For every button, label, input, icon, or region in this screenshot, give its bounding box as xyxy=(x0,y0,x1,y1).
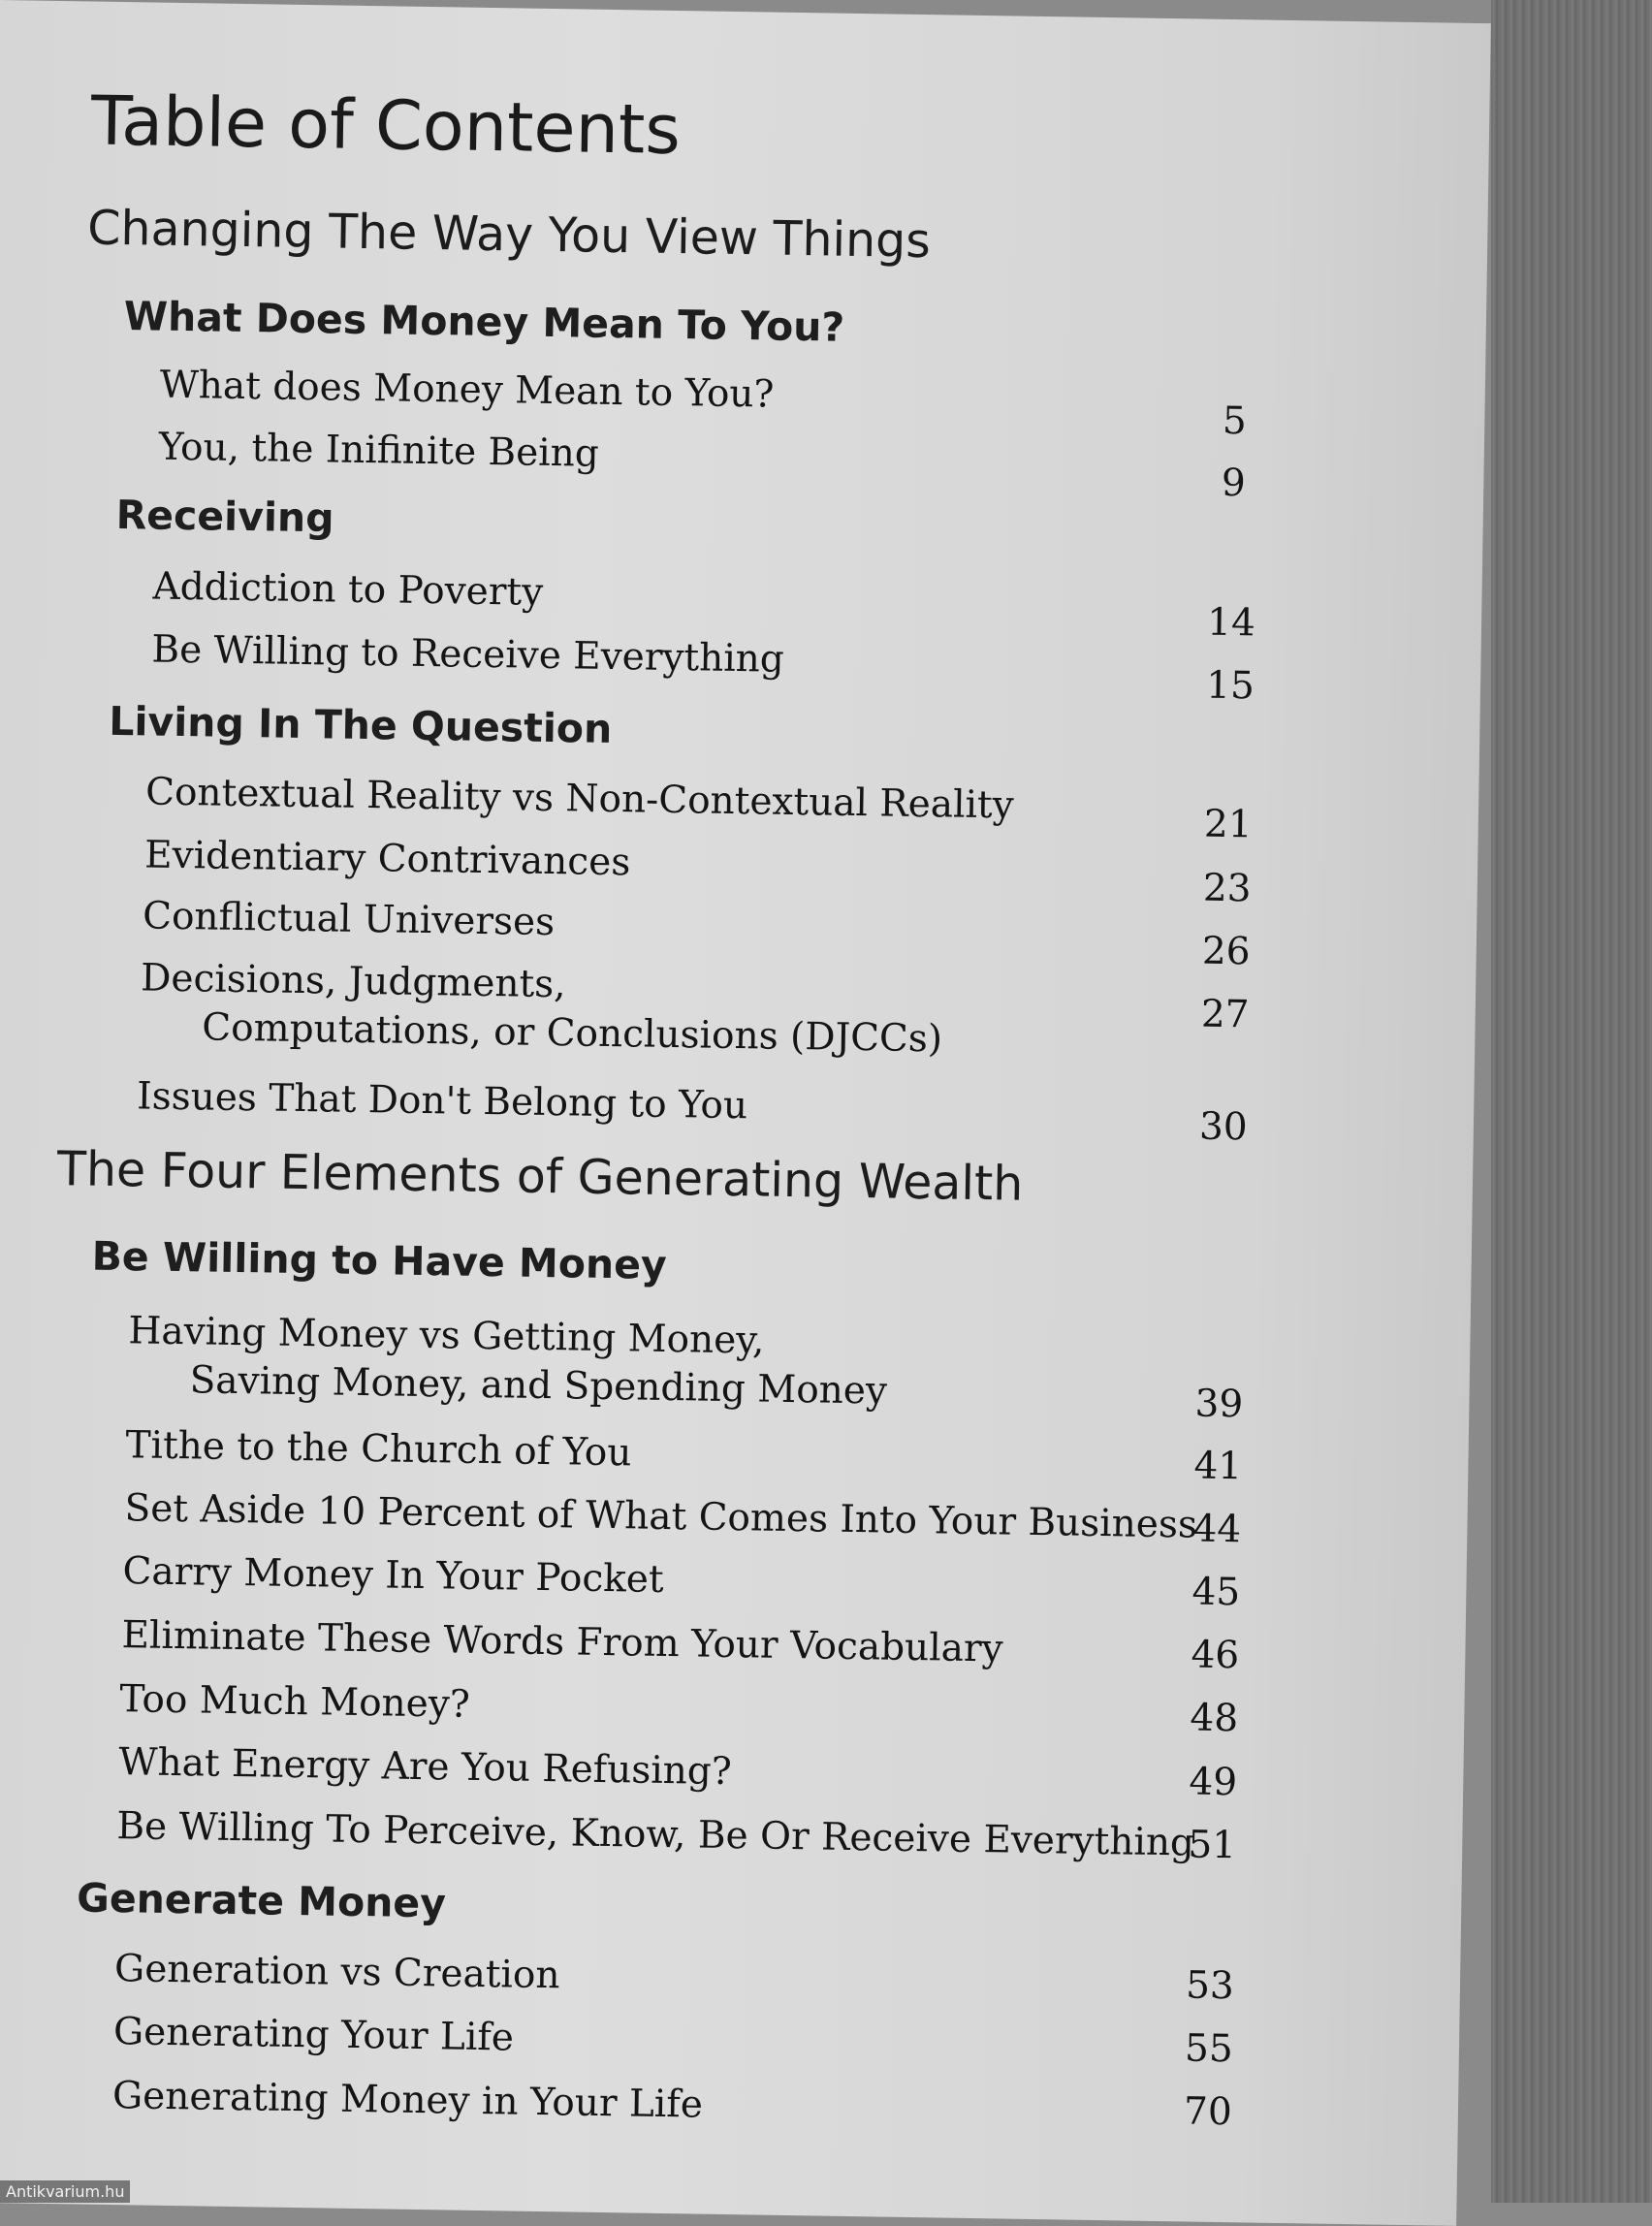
page-number: 53 xyxy=(1185,1963,1235,2009)
entry-title: Generation vs Creation xyxy=(113,1947,560,1998)
entry-title: Conflictual Universes xyxy=(142,894,556,945)
entry-title: What does Money Mean to You? xyxy=(159,363,775,417)
entry-title: Too Much Money? xyxy=(119,1677,471,1727)
toc-entry[interactable] xyxy=(151,626,784,684)
entry-title: What Energy Are You Refusing? xyxy=(118,1740,733,1795)
entry-title-continued: Computations, or Conclusions (DJCCs) xyxy=(202,1005,943,1062)
page-number: 44 xyxy=(1192,1507,1242,1552)
page-number: 39 xyxy=(1194,1382,1244,1427)
entry-title: Generating Money in Your Life xyxy=(111,2074,704,2127)
entry-title: Set Aside 10 Percent of What Comes Into Your Business xyxy=(124,1486,1198,1547)
page-number: 5 xyxy=(1222,398,1248,444)
page-number: 15 xyxy=(1205,663,1255,709)
toc-entry[interactable] xyxy=(113,2008,515,2062)
entry-title: Eliminate These Words From Your Vocabulary xyxy=(121,1613,1003,1671)
page-number: 45 xyxy=(1191,1570,1241,1615)
page-number: 55 xyxy=(1184,2026,1234,2072)
toc-entry[interactable] xyxy=(125,1421,632,1478)
toc-entry[interactable] xyxy=(118,1738,732,1797)
entry-title-continued: Saving Money, and Spending Money xyxy=(189,1358,888,1414)
toc-entry[interactable] xyxy=(112,2072,704,2130)
page-number: 9 xyxy=(1221,461,1247,506)
section-title: Living In The Question xyxy=(108,697,613,753)
entry-title: Having Money vs Getting Money, xyxy=(128,1309,765,1363)
book-spine xyxy=(1491,0,1652,2203)
toc-entry[interactable] xyxy=(121,1611,1003,1673)
section-title: What Does Money Mean To You? xyxy=(123,293,845,351)
page-title: Table of Contents xyxy=(90,80,682,171)
part-title: Changing The Way You View Things xyxy=(86,200,932,270)
toc-entry[interactable] xyxy=(143,892,556,947)
entry-title: Addiction to Poverty xyxy=(152,564,544,615)
section-title: Generate Money xyxy=(76,1874,447,1927)
toc-entry[interactable] xyxy=(114,1945,560,2000)
toc-entry[interactable] xyxy=(145,768,1014,830)
entry-title: Issues That Don't Belong to You xyxy=(136,1074,748,1129)
part-title: The Four Elements of Generating Wealth xyxy=(56,1141,1024,1212)
entry-title: Generating Your Life xyxy=(112,2010,515,2060)
page-number: 70 xyxy=(1183,2089,1233,2135)
entry-title: You, the Inifinite Being xyxy=(158,425,600,476)
section-title: Be Willing to Have Money xyxy=(91,1232,668,1288)
entry-title: Evidentiary Contrivances xyxy=(143,833,631,885)
entry-title: Decisions, Judgments, xyxy=(140,956,566,1007)
page-number: 23 xyxy=(1202,866,1252,911)
toc-entry[interactable] xyxy=(137,1072,748,1130)
section-title: Receiving xyxy=(115,491,334,542)
entry-title: Be Willing To Perceive, Know, Be Or Receive Everything xyxy=(116,1804,1195,1865)
page-number: 49 xyxy=(1189,1760,1238,1805)
page-number: 27 xyxy=(1200,992,1250,1037)
toc-entry[interactable] xyxy=(116,1802,1194,1867)
page-number: 26 xyxy=(1201,929,1251,974)
entry-title: Be Willing to Receive Everything xyxy=(151,627,785,682)
toc-entry[interactable] xyxy=(119,1675,470,1730)
entry-title: Tithe to the Church of You xyxy=(125,1423,632,1476)
page-number: 51 xyxy=(1188,1823,1237,1868)
page-number: 21 xyxy=(1203,802,1253,847)
toc-entry[interactable] xyxy=(159,362,774,420)
page-number: 14 xyxy=(1206,600,1256,646)
page-number: 48 xyxy=(1190,1696,1239,1741)
entry-title: Carry Money In Your Pocket xyxy=(122,1549,664,1602)
entry-title: Contextual Reality vs Non-Contextual Reality xyxy=(144,770,1015,828)
watermark: Antikvarium.hu xyxy=(0,2180,130,2203)
toc-entry[interactable] xyxy=(158,424,599,479)
page-number: 41 xyxy=(1193,1444,1243,1489)
page-number: 46 xyxy=(1191,1633,1240,1678)
toc-entry[interactable] xyxy=(122,1547,664,1605)
toc-entry[interactable] xyxy=(124,1484,1197,1549)
toc-entry[interactable] xyxy=(152,563,543,618)
toc-entry[interactable] xyxy=(127,1307,888,1415)
page-number: 30 xyxy=(1198,1104,1249,1150)
toc-entry[interactable] xyxy=(140,954,943,1064)
toc-entry[interactable] xyxy=(144,831,631,887)
